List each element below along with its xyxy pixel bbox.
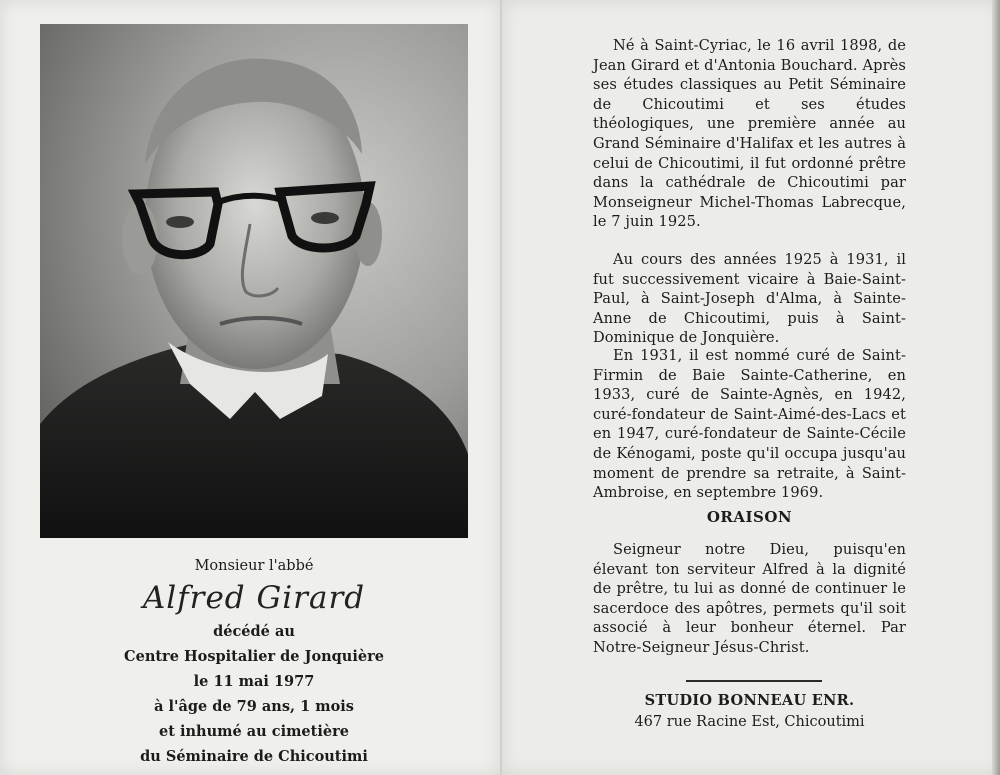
caption-line-3: le 11 mai 1977 [193, 673, 315, 690]
caption-line-1: décédé au [213, 623, 295, 640]
biography-text-3: En 1931, il est nommé curé de Saint-Firmin de Baie Sainte-Catherine, en 1933, curé de Sainte-Agnès, en 1942, curé-fondateur de Saint-Aimé-des-Lacs et en 1947, curé-fondateur de Sainte-Cécile de Kénogami, poste qu'il occupa jusqu'au moment de prendre sa retraite, à Saint-Ambroise, en septembre 1969. [593, 347, 906, 502]
caption-line-6: du Séminaire de Chicoutimi [140, 748, 368, 765]
title-line: Monsieur l'abbé [194, 558, 314, 574]
biography-text-2: Au cours des années 1925 à 1931, il fut successivement vicaire à Baie-Saint-Paul, à Saint-Joseph d'Alma, à Sainte-Anne de Chicoutimi, puis à Saint-Dominique de Jonquière. [593, 251, 906, 347]
prayer-paragraph [593, 540, 906, 658]
biography-paragraph-2 [593, 250, 906, 348]
caption-line-4: à l'âge de 79 ans, 1 mois [154, 698, 354, 715]
prayer-text: Seigneur notre Dieu, puisqu'en élevant ton serviteur Alfred à la dignité de prêtre, tu lui as donné de continuer le sacerdoce des apôtres, permets qu'il soit associé à leur bonheur éternel. Par Notre-Seigneur Jésus-Christ. [593, 541, 906, 656]
prayer-heading: ORAISON [706, 508, 793, 526]
caption-line-5: et inhumé au cimetière [159, 723, 349, 740]
portrait-photo [40, 24, 468, 538]
deceased-name: Alfred Girard [142, 580, 366, 616]
biography-paragraph-1 [593, 36, 906, 232]
biography-paragraph-3 [593, 346, 906, 503]
divider-rule [686, 680, 822, 682]
studio-address: 467 rue Racine Est, Chicoutimi [634, 714, 865, 730]
biography-text-1: Né à Saint-Cyriac, le 16 avril 1898, de Jean Girard et d'Antonia Bouchard. Après ses études classiques au Petit Séminaire de Chicoutimi et ses études théologiques, une première année au Grand Séminaire d'Halifax et les autres à celui de Chicoutimi, il fut ordonné prêtre dans la cathédrale de Chicoutimi par Monseigneur Michel-Thomas Labrecque, le 7 juin 1925. [593, 37, 906, 231]
studio-name: STUDIO BONNEAU ENR. [644, 692, 855, 709]
caption-line-2: Centre Hospitalier de Jonquière [124, 648, 384, 665]
